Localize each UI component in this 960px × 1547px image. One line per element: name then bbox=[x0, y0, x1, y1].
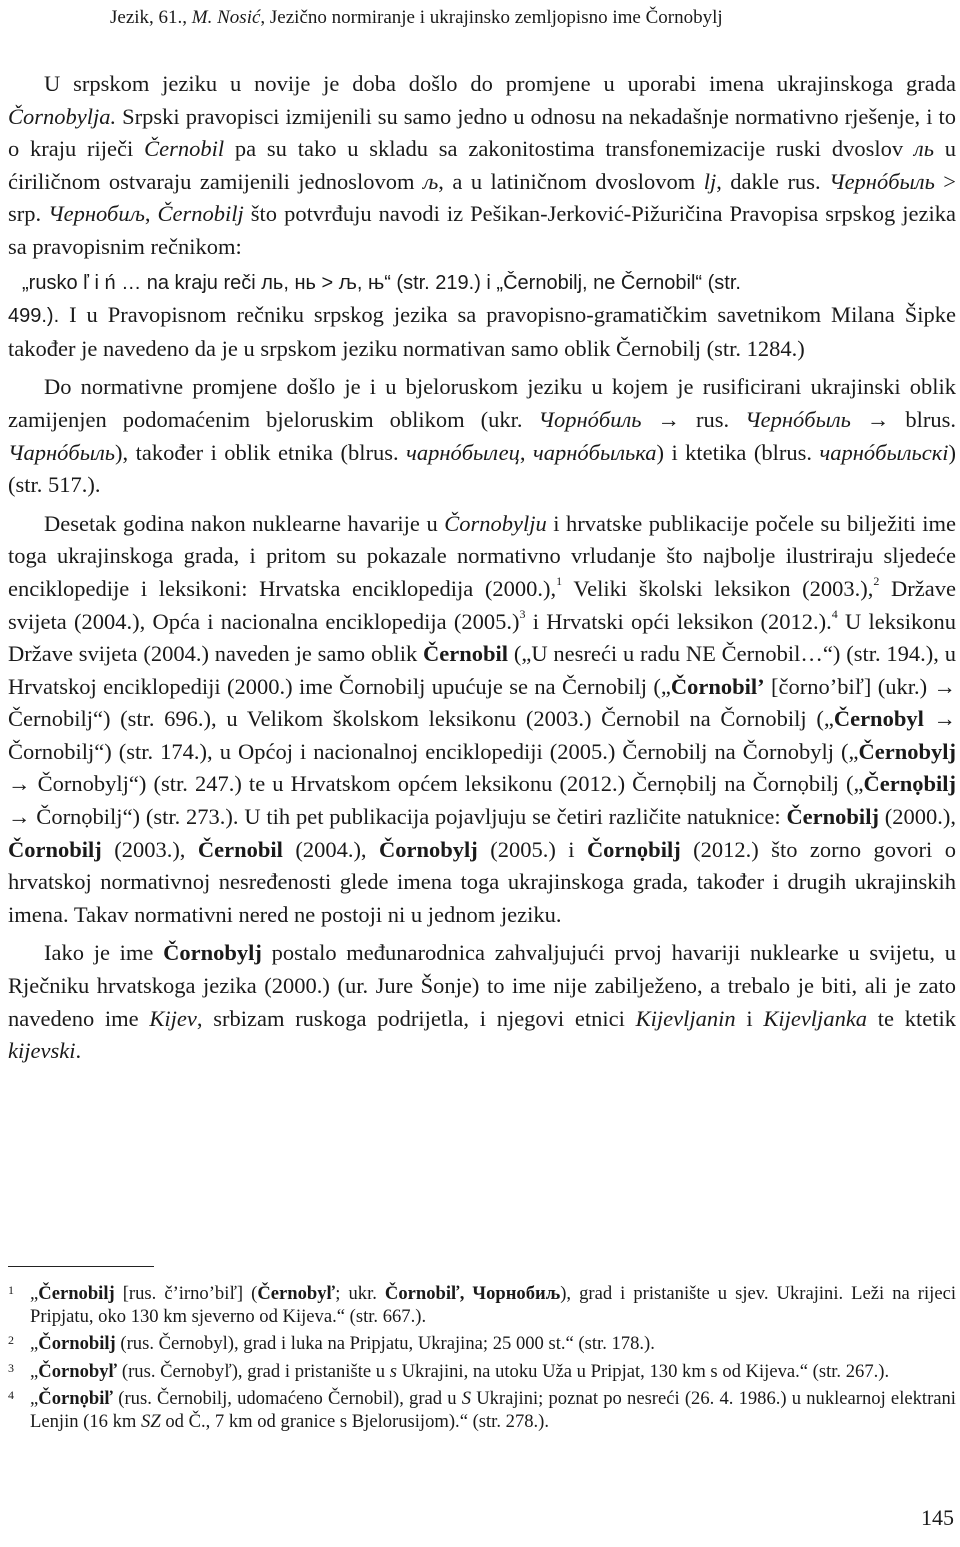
footnote-ref-4[interactable]: 4 bbox=[831, 607, 838, 621]
footnote-ref-1[interactable]: 1 bbox=[556, 574, 563, 589]
footnote-ref-2[interactable]: 2 bbox=[873, 574, 880, 589]
footnote-ref-3[interactable]: 3 bbox=[519, 607, 526, 621]
footnote-2: 2 „Čornobilj (rus. Černobyl), grad i luka na Pripjatu, Ukrajina; 25 000 st.“ (str. 178.). bbox=[8, 1333, 655, 1355]
footnotes bbox=[8, 1278, 956, 1434]
footnote-4: 4 „Čornọbiľ (rus. Černobilj, udomaćeno Černobil), grad u S Ukrajini; poznat po nesreći (26. 4. 1986.) u nuklearnoj elektrani Lenjin (16 km SZ od Č., 7 km od granice s Bjelorusijom).“ (str. 278.). bbox=[8, 1388, 956, 1432]
footnote-1: 1 „Černobilj [rus. č’irno’biľ] (Černobyľ; ukr. Čornobiľ, Чорнобиљ), grad i pristanište u sjev. Ukrajini. Leži na rijeci Pripjatu, oko 130 km sjeverno od Kijeva.“ (str. 667.). bbox=[8, 1283, 957, 1327]
paragraph-3: Desetak godina nakon nuklearne havarije u Čornobylju i hrvatske publikacije počele su bilježiti ime toga ukrajinskoga grada, i pritom su pokazale normativno vrludanje što najbolje ilustriraju sljedeće enciklopedije i leksikoni: Hrvatska enciklopedija (2000.),$^1$ Veliki školski leksikon (2003.),$^2$ Države svijeta (2004.), Opća i nacionalna enciklopedija $(2005.)^3$ i Hrvatski opći leksikon (2012.).$^4$ U leksikonu Države svijeta (2004.) naveden je samo oblik Černobil („U nesreći u radu NE Černobil…“) (str. 194.), u Hrvatskoj enciklopediji (2000.) ime Čornobilj upućuje se na Černobilj („Čornobil’ [čorno’biľ] (ukr.) → Černobilj“) (str. 696.), u Velikom školskom leksikonu (2003.) Černobil na Čornobilj („Černobyl → Čornobilj“) (str. 174.), u Općoj i nacionalnoj enciklopediji (2005.) Černobilj na Čornobylj („Černobylj → Čornobylj“) (str. 247.) te u Hrvatskom općem leksikonu (2012.) Černọbilj na Čornọbilj („Černọbilj → Čornọbilj“) (str. 273.). U tih pet publikacija pojavljuju se četiri različite natuknice: Černobilj (2000.), Čornobilj (2003.), Černobil (2004.), Čornobylj (2005.) i Čornọbilj (2012.) što zorno govori o hrvatskoj normativnoj nesređenosti glede imena toga ukrajinskoga grada, također i drugih ukrajinskih imena. Takav normativni nered ne postoji ni u jednom jeziku. bbox=[8, 510, 957, 927]
block-quote: „rusko ľ i ń … na kraju reči ль, нь > љ, њ“ (str. 219.) i „Černobilj, ne Černobil“ (str. bbox=[22, 271, 741, 294]
paragraph-1-continued: 499.). I u Pravopisnom rečniku srpskog jezika sa pravopisno-gramatičkim savetnikom Milana Šipke također je navedeno da je u srpskom jeziku normativan samo oblik Černobilj (str. 1284.) bbox=[8, 302, 956, 361]
running-header: Jezik, 61., M. Nosić, Jezično normiranje i ukrajinsko zemljopisno ime Čornobylj bbox=[110, 7, 723, 28]
body-text bbox=[8, 68, 956, 1068]
paragraph-2: Do normativne promjene došlo je i u bjeloruskom jeziku u kojem je rusificirani ukrajinski oblik zamijenjen podomaćenim bjeloruskim oblikom (ukr. Чорнóбиль → rus. Чернóбыль → blrus. Чарнóбыль), također i oblik etnika (blrus. чарнóбылец, чарнóбылька) i ktetika (blrus. чарнóбыльскі) (str. 517.). bbox=[8, 374, 957, 498]
page-number: 145 bbox=[921, 1505, 954, 1530]
footnote-3: 3 „Čornobyľ (rus. Černobyľ), grad i pristanište u s Ukrajini, na utoku Uža u Pripjat, 130 km s od Kijeva.“ (str. 267.). bbox=[8, 1360, 890, 1382]
paragraph-1: U srpskom jeziku u novije je doba došlo do promjene u uporabi imena ukrajinskoga grada Čornobylja. Srpski pravopisci izmijenili su samo jedno u odnosu na nekadašnje normativno rješenje, i to o kraju riječi Černobil pa su tako u skladu sa zakonitostima transfonemizacije ruski dvoslov ль u ćiriličnom ostvaraju zamijenili jednoslovom љ, a u latiničnom dvoslovom lj, dakle rus. Чернóбыль > srp. Чернобиљ, Černobilj što potvrđuju navodi iz Pešikan-Jerković-Pižuričina Pravopisa srpskog jezika sa pravopisnim rečnikom: bbox=[8, 71, 957, 259]
footnote-separator bbox=[8, 1266, 154, 1267]
paragraph-4: Iako je ime Čornobylj postalo međunarodnica zahvaljujući prvoj havariji nuklearke u svijetu, u Rječniku hrvatskoga jezika (2000.) (ur. Jure Šonje) to ime nije zabilježeno, a trebalo je biti, ali je zato navedeno ime Kijev, srbizam ruskoga podrijetla, i njegovi etnici Kijevljanin i Kijevljanka te ktetik kijevski. bbox=[8, 940, 956, 1064]
